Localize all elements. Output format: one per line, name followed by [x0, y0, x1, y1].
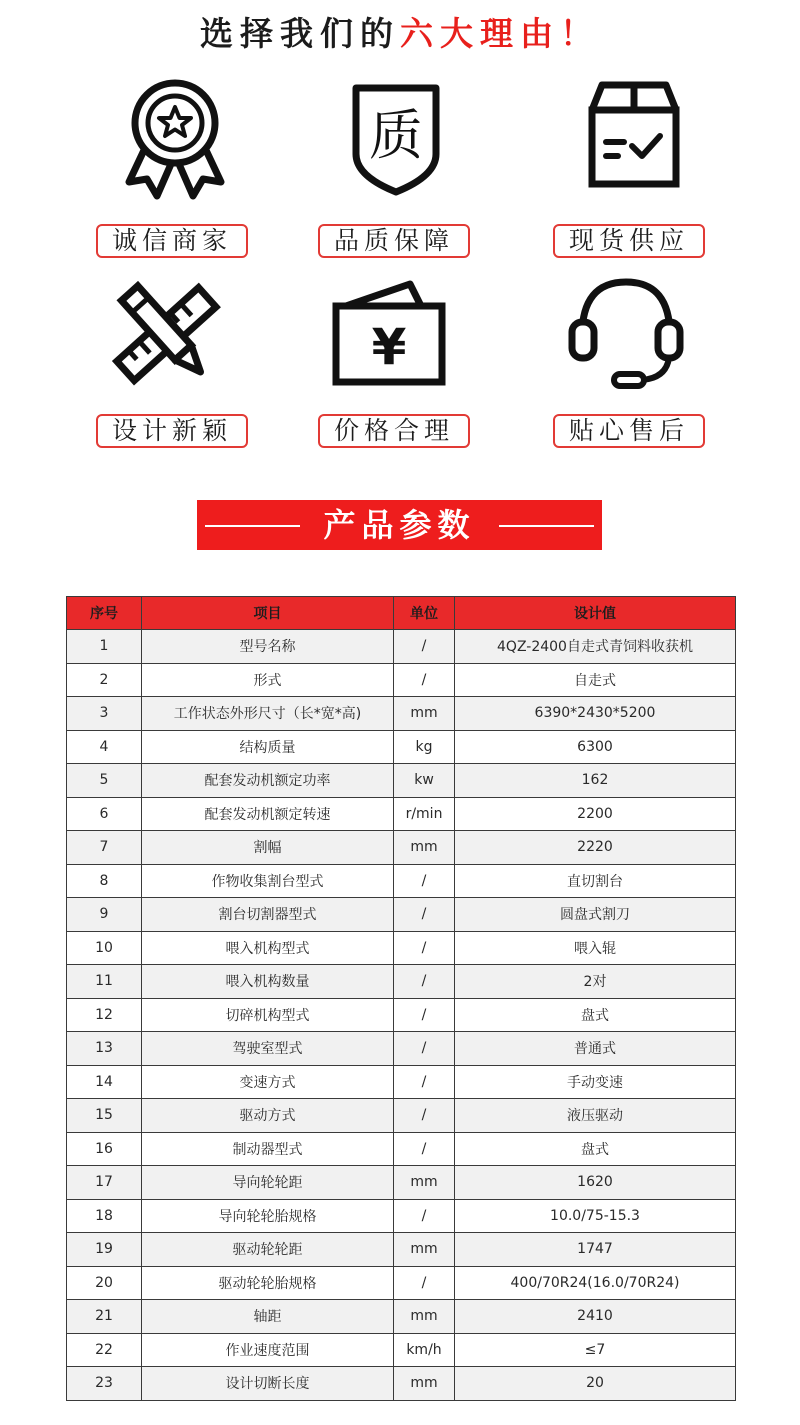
header-unit: 单位: [394, 597, 455, 630]
cell-item: 割幅: [142, 831, 394, 865]
cell-index: 4: [67, 730, 142, 764]
table-row: [67, 898, 736, 932]
cell-unit: mm: [394, 697, 455, 731]
cell-unit: /: [394, 1099, 455, 1133]
headline-part1: 选择我们的: [200, 14, 400, 53]
table-row: [67, 1199, 736, 1233]
cell-value: 圆盘式割刀: [455, 898, 736, 932]
cell-item: 轴距: [142, 1300, 394, 1334]
cell-item: 喂入机构型式: [142, 931, 394, 965]
reason-badge-3: 现货供应: [553, 224, 705, 258]
cell-index: 8: [67, 864, 142, 898]
table-row: [67, 797, 736, 831]
cell-index: 9: [67, 898, 142, 932]
table-row: [67, 1266, 736, 1300]
cell-item: 割台切割器型式: [142, 898, 394, 932]
table-row: [67, 764, 736, 798]
table-row: [67, 1032, 736, 1066]
reason-badge-5: 价格合理: [318, 414, 470, 448]
table-row: [67, 1099, 736, 1133]
cell-value: 液压驱动: [455, 1099, 736, 1133]
table-row: [67, 998, 736, 1032]
cell-unit: /: [394, 630, 455, 664]
cell-index: 13: [67, 1032, 142, 1066]
cell-item: 作业速度范围: [142, 1333, 394, 1367]
cell-item: 结构质量: [142, 730, 394, 764]
cell-value: 1620: [455, 1166, 736, 1200]
header-index: 序号: [67, 597, 142, 630]
cell-item: 制动器型式: [142, 1132, 394, 1166]
cell-value: 普通式: [455, 1032, 736, 1066]
wallet-char: ¥: [371, 318, 407, 376]
cell-unit: /: [394, 898, 455, 932]
cell-value: 4QZ-2400自走式青饲料收获机: [455, 630, 736, 664]
cell-item: 驱动方式: [142, 1099, 394, 1133]
cell-value: 2410: [455, 1300, 736, 1334]
cell-value: 10.0/75-15.3: [455, 1199, 736, 1233]
cell-item: 设计切断长度: [142, 1367, 394, 1401]
cell-unit: km/h: [394, 1333, 455, 1367]
table-row: [67, 1233, 736, 1267]
table-row: [67, 931, 736, 965]
cell-value: 20: [455, 1367, 736, 1401]
cell-value: 400/70R24(16.0/70R24): [455, 1266, 736, 1300]
cell-index: 19: [67, 1233, 142, 1267]
headset-icon: [566, 270, 686, 390]
reason-badge-2: 品质保障: [318, 224, 470, 258]
section-title: 产品参数: [323, 506, 476, 544]
cell-item: 配套发动机额定转速: [142, 797, 394, 831]
headline-part2: 六大理由: [400, 14, 560, 53]
table-row: [67, 1367, 736, 1401]
cell-value: 2220: [455, 831, 736, 865]
cell-unit: /: [394, 965, 455, 999]
cell-value: 2200: [455, 797, 736, 831]
cell-index: 23: [67, 1367, 142, 1401]
cell-unit: kg: [394, 730, 455, 764]
cell-value: 盘式: [455, 1132, 736, 1166]
cell-item: 驱动轮轮胎规格: [142, 1266, 394, 1300]
reason-badge-4: 设计新颖: [96, 414, 248, 448]
header-value: 设计值: [455, 597, 736, 630]
cell-index: 17: [67, 1166, 142, 1200]
cell-unit: /: [394, 1032, 455, 1066]
table-row: [67, 1132, 736, 1166]
cell-item: 作物收集割台型式: [142, 864, 394, 898]
cell-item: 驾驶室型式: [142, 1032, 394, 1066]
cell-value: 手动变速: [455, 1065, 736, 1099]
cell-index: 6: [67, 797, 142, 831]
cell-index: 18: [67, 1199, 142, 1233]
cell-item: 导向轮轮胎规格: [142, 1199, 394, 1233]
cell-index: 7: [67, 831, 142, 865]
cell-value: 喂入辊: [455, 931, 736, 965]
cell-unit: /: [394, 1199, 455, 1233]
cell-item: 驱动轮轮距: [142, 1233, 394, 1267]
cell-index: 1: [67, 630, 142, 664]
cell-unit: mm: [394, 1300, 455, 1334]
cell-unit: /: [394, 1266, 455, 1300]
cell-index: 22: [67, 1333, 142, 1367]
pencil-ruler-icon: [105, 278, 225, 390]
cell-index: 3: [67, 697, 142, 731]
cell-unit: /: [394, 663, 455, 697]
cell-index: 15: [67, 1099, 142, 1133]
cell-index: 5: [67, 764, 142, 798]
table-row: [67, 1166, 736, 1200]
header-item: 项目: [142, 597, 394, 630]
table-row: [67, 1333, 736, 1367]
cell-item: 配套发动机额定功率: [142, 764, 394, 798]
parameter-table: [66, 596, 736, 1401]
cell-value: 盘式: [455, 998, 736, 1032]
cell-value: 自走式: [455, 663, 736, 697]
shield-char: 质: [369, 104, 423, 167]
cell-unit: mm: [394, 1166, 455, 1200]
headline-part3: ！: [560, 14, 600, 53]
cell-item: 切碎机构型式: [142, 998, 394, 1032]
cell-index: 2: [67, 663, 142, 697]
quality-shield-icon: [348, 80, 444, 198]
cell-index: 20: [67, 1266, 142, 1300]
cell-index: 12: [67, 998, 142, 1032]
cell-index: 11: [67, 965, 142, 999]
cell-value: 1747: [455, 1233, 736, 1267]
cell-index: 10: [67, 931, 142, 965]
table-row: [67, 1300, 736, 1334]
cell-unit: /: [394, 864, 455, 898]
cell-item: 形式: [142, 663, 394, 697]
cell-index: 14: [67, 1065, 142, 1099]
cell-unit: mm: [394, 1233, 455, 1267]
cell-unit: kw: [394, 764, 455, 798]
table-row: [67, 831, 736, 865]
cell-unit: mm: [394, 1367, 455, 1401]
table-row: [67, 730, 736, 764]
table-header-row: [67, 597, 736, 630]
section-banner: [197, 500, 602, 550]
cell-item: 喂入机构数量: [142, 965, 394, 999]
cell-value: 6390*2430*5200: [455, 697, 736, 731]
cell-value: 162: [455, 764, 736, 798]
table-row: [67, 864, 736, 898]
cell-unit: mm: [394, 831, 455, 865]
cell-index: 21: [67, 1300, 142, 1334]
cell-value: 直切割台: [455, 864, 736, 898]
award-ribbon-icon: [123, 78, 227, 200]
reason-badge-1: 诚信商家: [96, 224, 248, 258]
table-row: [67, 1065, 736, 1099]
cell-item: 导向轮轮距: [142, 1166, 394, 1200]
cell-unit: /: [394, 1065, 455, 1099]
cell-unit: /: [394, 931, 455, 965]
table-row: [67, 965, 736, 999]
cell-index: 16: [67, 1132, 142, 1166]
reason-badge-6: 贴心售后: [553, 414, 705, 448]
cell-item: 变速方式: [142, 1065, 394, 1099]
cell-unit: /: [394, 998, 455, 1032]
cell-unit: r/min: [394, 797, 455, 831]
cell-item: 工作状态外形尺寸（长*宽*高): [142, 697, 394, 731]
page-headline: [0, 8, 800, 55]
table-row: [67, 697, 736, 731]
cell-value: 2对: [455, 965, 736, 999]
cell-value: 6300: [455, 730, 736, 764]
yuan-wallet-icon: [330, 278, 448, 388]
cell-item: 型号名称: [142, 630, 394, 664]
table-row: [67, 663, 736, 697]
cell-unit: /: [394, 1132, 455, 1166]
cell-value: ≤7: [455, 1333, 736, 1367]
stock-box-icon: [586, 80, 682, 190]
table-row: [67, 630, 736, 664]
